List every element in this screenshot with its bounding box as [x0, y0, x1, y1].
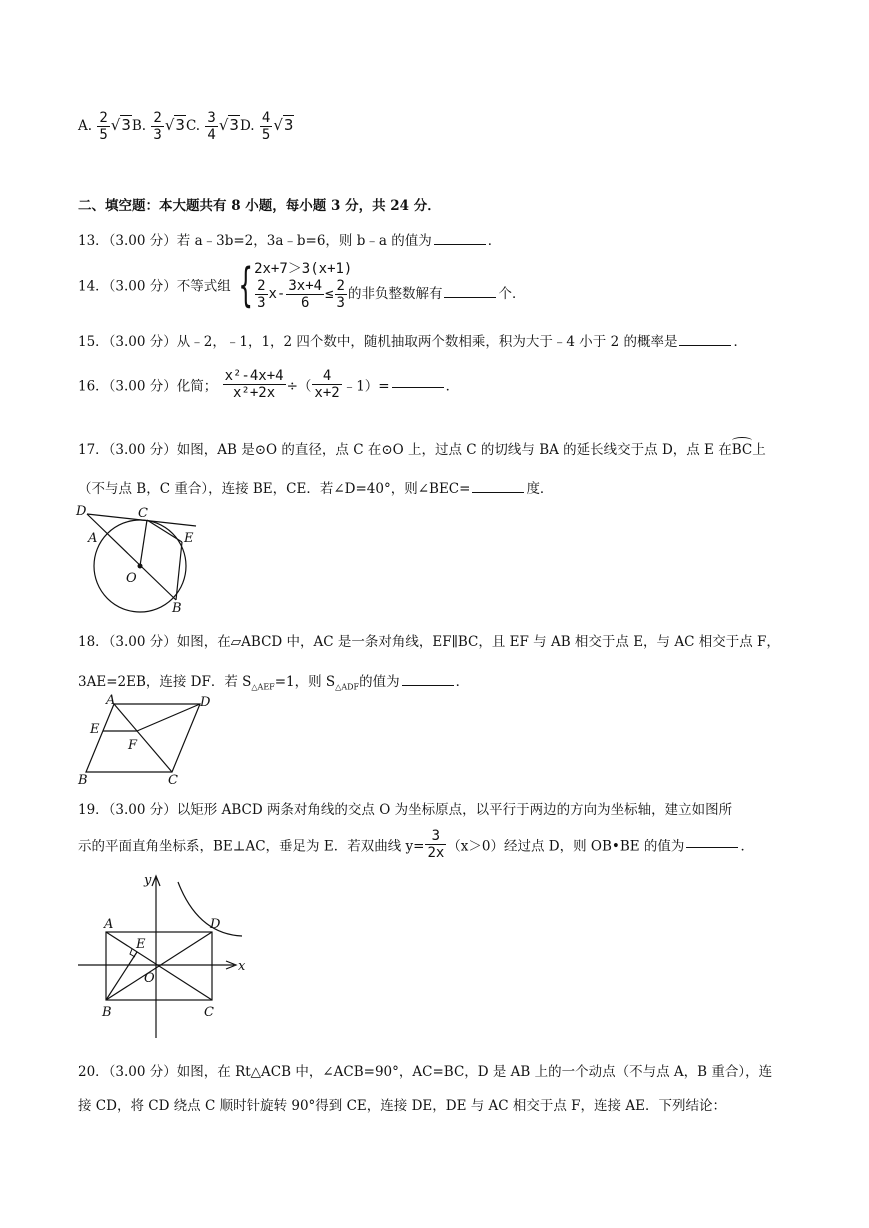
label-d: D — [76, 504, 87, 519]
option-c-label: C. — [185, 118, 201, 134]
inequality-system: 2x+7＞3(x+1) $\frac{2}{3}$ x- $\frac{3x+4}{6}$ ≤ $\frac{2}{3}$ 的非负整数解有 个． — [254, 261, 526, 311]
diagonal-ac — [114, 704, 172, 772]
center-point — [138, 564, 143, 569]
question-14: 14．（3.00 分）不等式组 { 2x+7＞3(x+1) $\frac{2}{3}$ x- $\frac{3x+4}{6}$ ≤ $\frac{2}{3}$ 的非负整数解有 个． — [78, 257, 526, 312]
option-b-sqrt: √3 — [164, 116, 185, 134]
option-d-sqrt: √3 — [273, 116, 294, 134]
system-brace: { — [238, 257, 253, 312]
fraction-2: $\frac{4}{x+2}$ — [314, 368, 340, 401]
label-f: F — [128, 738, 138, 753]
arc-bc: BC — [731, 442, 753, 458]
question-16: 16．（3.00 分）化简； $\frac{\text{x²-4x+4}}{\text{x²+2x}}$ ÷（ $\frac{4}{x+2}$ ﹣1）= ． — [78, 368, 460, 401]
coordinate-figure — [74, 868, 264, 1043]
label-c: C — [138, 506, 148, 521]
radius-oc — [140, 520, 147, 566]
label-a: A — [104, 917, 114, 932]
answer-blank-16 — [392, 375, 444, 388]
q12-options — [78, 110, 294, 143]
answer-blank-13 — [434, 232, 486, 245]
label-b: B — [172, 601, 182, 615]
answer-blank-15 — [679, 333, 731, 346]
label-y: y — [144, 873, 152, 888]
label-c: C — [168, 773, 178, 788]
question-18-line-1: 18．（3.00 分）如图，在▱ABCD 中，AC 是一条对角线，EF∥BC，且 EF 与 AB 相交于点 E，与 AC 相交于点 F， — [78, 634, 780, 650]
question-19-line-2: 示的平面直角坐标系，BE⊥AC，垂足为 E．若双曲线 y= $\frac{3}{2x}$ （x＞0）经过点 D，则 OB•BE 的值为 ． — [78, 828, 754, 861]
answer-blank-17 — [472, 480, 524, 493]
label-e: E — [90, 722, 100, 737]
question-13: 13．（3.00 分）若 a﹣3b=2，3a﹣b=6，则 b﹣a 的值为 ． — [78, 233, 502, 249]
option-b-fraction: $\frac{2}{3}$ — [153, 110, 162, 143]
label-a: A — [88, 531, 98, 546]
option-b-label: B. — [131, 118, 147, 134]
question-20-line-1: 20．（3.00 分）如图，在 Rt△ACB 中，∠ACB=90°，AC=BC，D 是 AB 上的一个动点（不与点 A，B 重合），连 — [78, 1064, 773, 1080]
question-20-line-2: 接 CD，将 CD 绕点 C 顺时针旋转 90°得到 CE，连接 DE，DE 与 AC 相交于点 F，连接 AE．下列结论： — [78, 1098, 726, 1114]
answer-blank-19 — [686, 835, 738, 848]
segment-be — [106, 952, 137, 1000]
parallelogram-figure — [74, 694, 224, 790]
section-2-title: 二、填空题：本大题共有 8 小题，每小题 3 分，共 24 分． — [78, 198, 441, 214]
option-c-fraction: $\frac{3}{4}$ — [207, 110, 216, 143]
circle-figure — [74, 500, 204, 615]
label-a: A — [106, 694, 116, 708]
label-d: D — [210, 917, 221, 932]
hyperbola-fraction: $\frac{3}{2x}$ — [427, 828, 445, 861]
label-e: E — [136, 937, 146, 952]
question-17-line-2: （不与点 B，C 重合），连接 BE，CE．若∠D=40°，则∠BEC= 度． — [78, 481, 554, 497]
question-19-line-1: 19．（3.00 分）以矩形 ABCD 两条对角线的交点 O 为坐标原点，以平行于两边的方向为坐标轴，建立如图所 — [78, 802, 733, 818]
question-15: 15．（3.00 分）从﹣2，﹣1，1，2 四个数中，随机抽取两个数相乘，积为大于﹣4 小于 2 的概率是 ． — [78, 334, 747, 350]
answer-blank-14 — [444, 285, 496, 298]
option-a-fraction: $\frac{2}{5}$ — [99, 110, 108, 143]
label-b: B — [102, 1005, 112, 1020]
label-c: C — [204, 1005, 214, 1020]
option-a-sqrt: √3 — [110, 116, 131, 134]
option-d-label: D. — [239, 118, 255, 134]
option-d-fraction: $\frac{4}{5}$ — [261, 110, 271, 143]
label-o: O — [144, 971, 155, 986]
question-17-line-1: 17．（3.00 分）如图，AB 是⊙O 的直径，点 C 在⊙O 上，过点 C 的切线与 BA 的延长线交于点 D，点 E 在BC上 — [78, 442, 766, 458]
label-d: D — [200, 695, 211, 710]
label-o: O — [126, 571, 137, 586]
option-c-sqrt: √3 — [218, 116, 239, 134]
answer-blank-18 — [402, 673, 454, 686]
line-db — [87, 514, 176, 600]
label-x: x — [238, 959, 246, 974]
option-a-label: A. — [78, 118, 93, 134]
label-b: B — [78, 773, 88, 788]
label-e: E — [184, 531, 194, 546]
fraction-1: $\frac{\text{x²-4x+4}}{\text{x²+2x}}$ — [224, 368, 284, 401]
question-18-line-2: 3AE=2EB，连接 DF．若 $S_{\triangle AEF}=1$，则 $S_{\triangle ADF}$的值为 ． — [78, 674, 470, 692]
